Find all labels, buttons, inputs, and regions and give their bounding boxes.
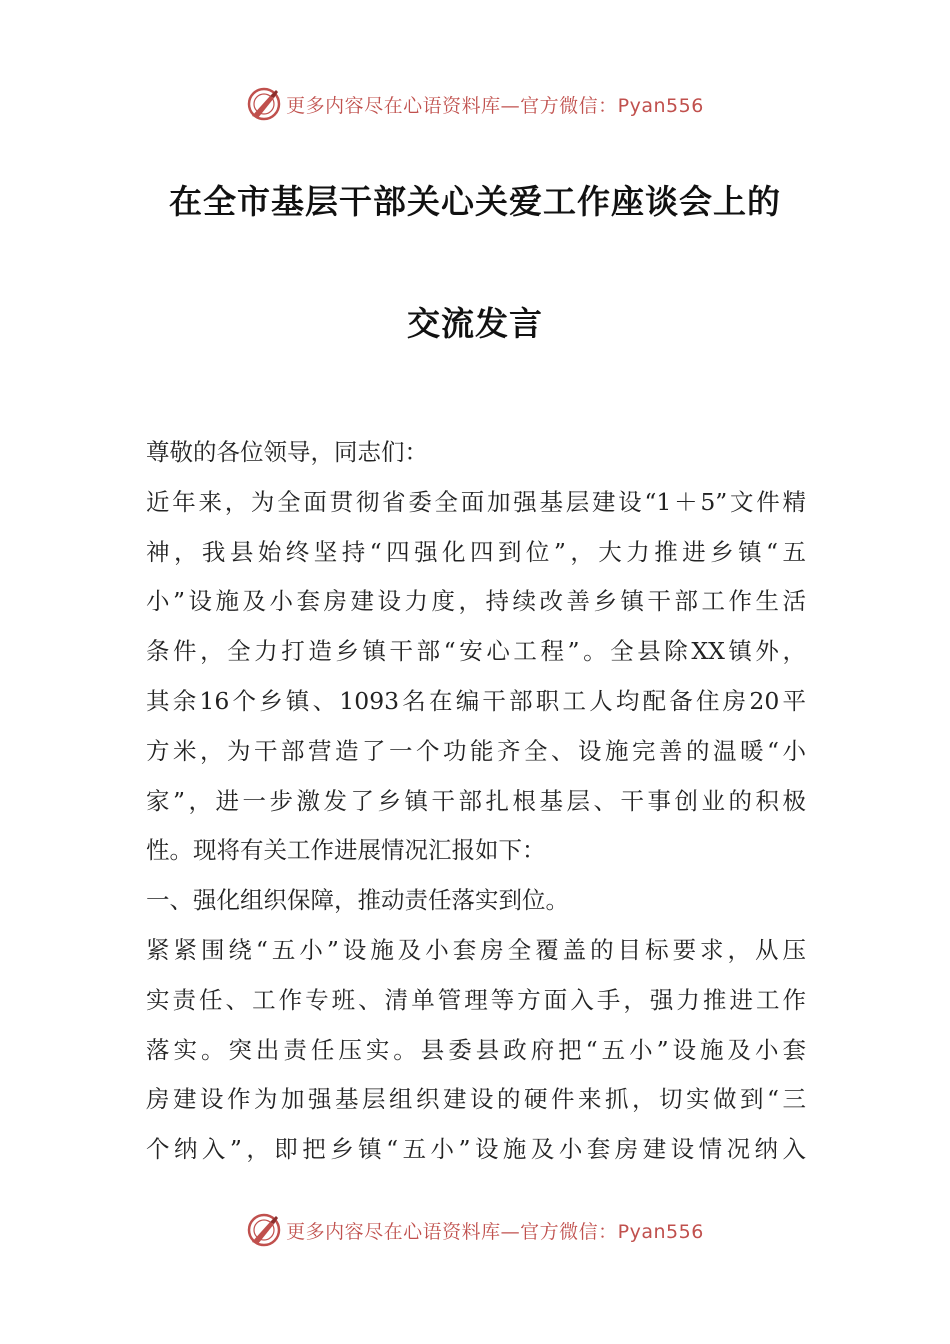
body-line: 神，我县始终坚持“四强化四到位”，大力推进乡镇“五 [146,537,806,566]
document-body [146,428,806,1175]
body-line: 落实。突出责任压实。县委县政府把“五小”设施及小套 [146,1035,806,1064]
body-line: 性。现将有关工作进展情况汇报如下： [146,836,546,865]
body-line: 实责任、工作专班、清单管理等方面入手，强力推进工作 [146,985,806,1014]
section-heading: 一、强化组织保障，推动责任落实到位。 [146,886,569,915]
body-line: 方米，为干部营造了一个功能齐全、设施完善的温暖“小 [146,736,806,765]
body-line: 紧紧围绕“五小”设施及小套房全覆盖的目标要求，从压 [146,935,806,964]
body-line: 尊敬的各位领导，同志们： [146,438,428,466]
pen-logo-icon [246,1212,282,1248]
body-line: 条件，全力打造乡镇干部“安心工程”。全县除XX镇外， [146,637,806,666]
watermark-text: 更多内容尽在心语资料库—官方微信：Pyan556 [286,1220,704,1243]
body-line: 近年来，为全面贯彻省委全面加强基层建设“1＋5”文件精 [146,487,806,516]
document-title-line-1: 在全市基层干部关心关爱工作座谈会上的 [169,182,781,221]
watermark-footer [0,1210,950,1250]
document-title-line-2: 交流发言 [407,304,543,343]
body-line: 家”，进一步激发了乡镇干部扎根基层、干事创业的积极 [146,786,806,815]
watermark-text: 更多内容尽在心语资料库—官方微信：Pyan556 [286,94,704,117]
watermark-header [0,84,950,124]
body-line: 其余16个乡镇、1093名在编干部职工人均配备住房20平 [146,686,806,715]
body-line: 房建设作为加强基层组织建设的硬件来抓，切实做到“三 [146,1085,806,1114]
body-line: 小”设施及小套房建设力度，持续改善乡镇干部工作生活 [146,587,806,616]
body-line: 个纳入”，即把乡镇“五小”设施及小套房建设情况纳入 [146,1135,806,1164]
pen-logo-icon [246,86,282,122]
